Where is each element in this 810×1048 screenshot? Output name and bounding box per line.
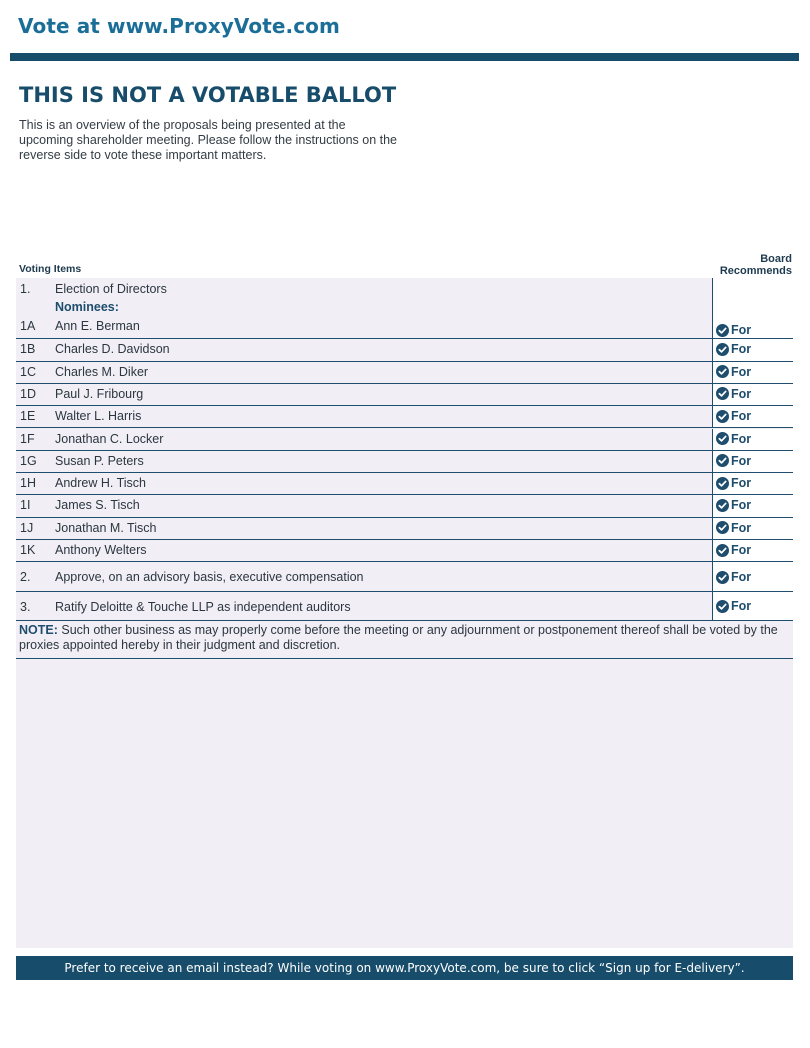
recommendation-cell bbox=[712, 339, 794, 360]
nominee-name: Charles M. Diker bbox=[55, 364, 149, 379]
item-number: 1. bbox=[20, 282, 31, 296]
nominee-number: 1D bbox=[20, 386, 36, 401]
check-circle-icon bbox=[716, 343, 729, 356]
check-circle-icon bbox=[716, 324, 729, 337]
nominee-name: James S. Tisch bbox=[55, 498, 140, 513]
recommendation-text: For bbox=[731, 599, 752, 613]
item-1-row bbox=[16, 278, 793, 317]
item-label: Approve, on an advisory basis, executive compensation bbox=[55, 570, 364, 584]
nominee-number: 1E bbox=[20, 409, 36, 424]
recommendation-text: For bbox=[731, 520, 752, 535]
nominee-number: 1H bbox=[20, 476, 36, 491]
nominee-name: Jonathan C. Locker bbox=[55, 431, 164, 446]
recommendation-cell bbox=[712, 562, 794, 591]
recommendation-text: For bbox=[731, 409, 752, 424]
recommendation bbox=[716, 365, 751, 379]
recommendation bbox=[716, 498, 751, 512]
nominee-name: Paul J. Fribourg bbox=[55, 386, 144, 401]
nominee-number: 1I bbox=[20, 498, 31, 513]
recommendation-cell bbox=[712, 473, 794, 494]
nominee-name: Susan P. Peters bbox=[55, 453, 144, 468]
recommendation-cell bbox=[712, 406, 794, 427]
recommendation-text: For bbox=[731, 323, 752, 337]
board-recommends-line2: Recommends bbox=[719, 265, 792, 277]
item-3-row bbox=[16, 592, 793, 621]
recommendation bbox=[716, 570, 751, 584]
check-circle-icon bbox=[716, 600, 729, 613]
recommendation bbox=[716, 342, 751, 356]
recommendation-cell bbox=[712, 451, 794, 472]
board-recommends-line1: Board bbox=[760, 253, 792, 265]
recommendation-text: For bbox=[731, 342, 752, 357]
recommendation bbox=[716, 323, 751, 337]
nominee-number: 1A bbox=[20, 319, 36, 333]
recommendation bbox=[716, 409, 751, 423]
note-body: Such other business as may properly come before the meeting or any adjournment or postponement thereof shall be voted by the proxies appointed hereby in their judgment and discretion. bbox=[19, 623, 778, 652]
top-divider bbox=[10, 53, 799, 61]
check-circle-icon bbox=[716, 387, 729, 400]
recommendation bbox=[716, 454, 751, 468]
nominee-row bbox=[16, 317, 793, 339]
recommendation-cell bbox=[712, 278, 794, 317]
nominee-row bbox=[16, 362, 793, 384]
recommendation-text: For bbox=[731, 476, 752, 491]
nominee-number: 1K bbox=[20, 543, 36, 557]
recommendation bbox=[716, 599, 751, 613]
nominee-row bbox=[16, 495, 793, 517]
recommendation-cell bbox=[712, 362, 794, 383]
nominee-row bbox=[16, 339, 793, 361]
item-number: 2. bbox=[20, 570, 31, 584]
nominee-name: Jonathan M. Tisch bbox=[55, 520, 157, 535]
recommendation-text: For bbox=[731, 364, 752, 379]
nominee-row bbox=[16, 406, 793, 428]
recommendation bbox=[716, 476, 751, 490]
recommendation bbox=[716, 521, 751, 535]
recommendation-text: For bbox=[731, 498, 752, 513]
check-circle-icon bbox=[716, 410, 729, 423]
edelivery-banner: Prefer to receive an email instead? While voting on www.ProxyVote.com, be sure to click “Sign up for E-delivery”. bbox=[16, 956, 793, 980]
nominee-name: Charles D. Davidson bbox=[55, 342, 170, 357]
nominee-name: Andrew H. Tisch bbox=[55, 476, 147, 491]
voting-items-header: Voting Items bbox=[19, 263, 82, 275]
nominee-row bbox=[16, 384, 793, 406]
recommendation bbox=[716, 387, 751, 401]
note-text bbox=[19, 623, 789, 653]
proxyvote-header-link[interactable]: Vote at www.ProxyVote.com bbox=[18, 14, 340, 38]
recommendation-cell bbox=[712, 540, 794, 561]
check-circle-icon bbox=[716, 454, 729, 467]
check-circle-icon bbox=[716, 544, 729, 557]
recommendation-cell bbox=[712, 384, 794, 405]
recommendation-text: For bbox=[731, 453, 752, 468]
nominee-row bbox=[16, 473, 793, 495]
note-label: NOTE: bbox=[19, 623, 58, 637]
item-2-row bbox=[16, 562, 793, 592]
nominee-number: 1C bbox=[20, 364, 36, 379]
nominee-number: 1G bbox=[20, 453, 37, 468]
check-circle-icon bbox=[716, 477, 729, 490]
page-title: THIS IS NOT A VOTABLE BALLOT bbox=[19, 83, 397, 107]
recommendation-text: For bbox=[731, 386, 752, 401]
nominee-row bbox=[16, 429, 793, 451]
nominee-row bbox=[16, 518, 793, 540]
check-circle-icon bbox=[716, 365, 729, 378]
nominees-label: Nominees: bbox=[55, 300, 119, 314]
recommendation-text: For bbox=[731, 543, 752, 557]
nominee-number: 1B bbox=[20, 342, 36, 357]
item-number: 3. bbox=[20, 600, 31, 614]
nominee-number: 1F bbox=[20, 431, 35, 446]
recommendation-cell bbox=[712, 429, 794, 450]
item-label: Ratify Deloitte & Touche LLP as independent auditors bbox=[55, 600, 351, 614]
recommendation-cell bbox=[712, 518, 794, 539]
recommendation-cell bbox=[712, 317, 794, 338]
check-circle-icon bbox=[716, 521, 729, 534]
recommendation bbox=[716, 543, 751, 557]
recommendation bbox=[716, 432, 751, 446]
nominee-name: Anthony Welters bbox=[55, 543, 147, 557]
nominee-name: Ann E. Berman bbox=[55, 319, 140, 333]
check-circle-icon bbox=[716, 432, 729, 445]
nominee-row bbox=[16, 540, 793, 562]
board-recommends-header bbox=[712, 253, 792, 277]
recommendation-text: For bbox=[731, 570, 752, 584]
check-circle-icon bbox=[716, 499, 729, 512]
recommendation-text: For bbox=[731, 431, 752, 446]
recommendation-cell bbox=[712, 495, 794, 516]
nominee-number: 1J bbox=[20, 520, 34, 535]
intro-text: This is an overview of the proposals being presented at the upcoming shareholder meeting. Please follow the instructions on the reverse side to vote these important matters. bbox=[19, 118, 397, 162]
nominee-name: Walter L. Harris bbox=[55, 409, 142, 424]
nominee-row bbox=[16, 451, 793, 473]
item-label: Election of Directors bbox=[55, 282, 167, 296]
check-circle-icon bbox=[716, 571, 729, 584]
recommendation-cell bbox=[712, 592, 794, 620]
